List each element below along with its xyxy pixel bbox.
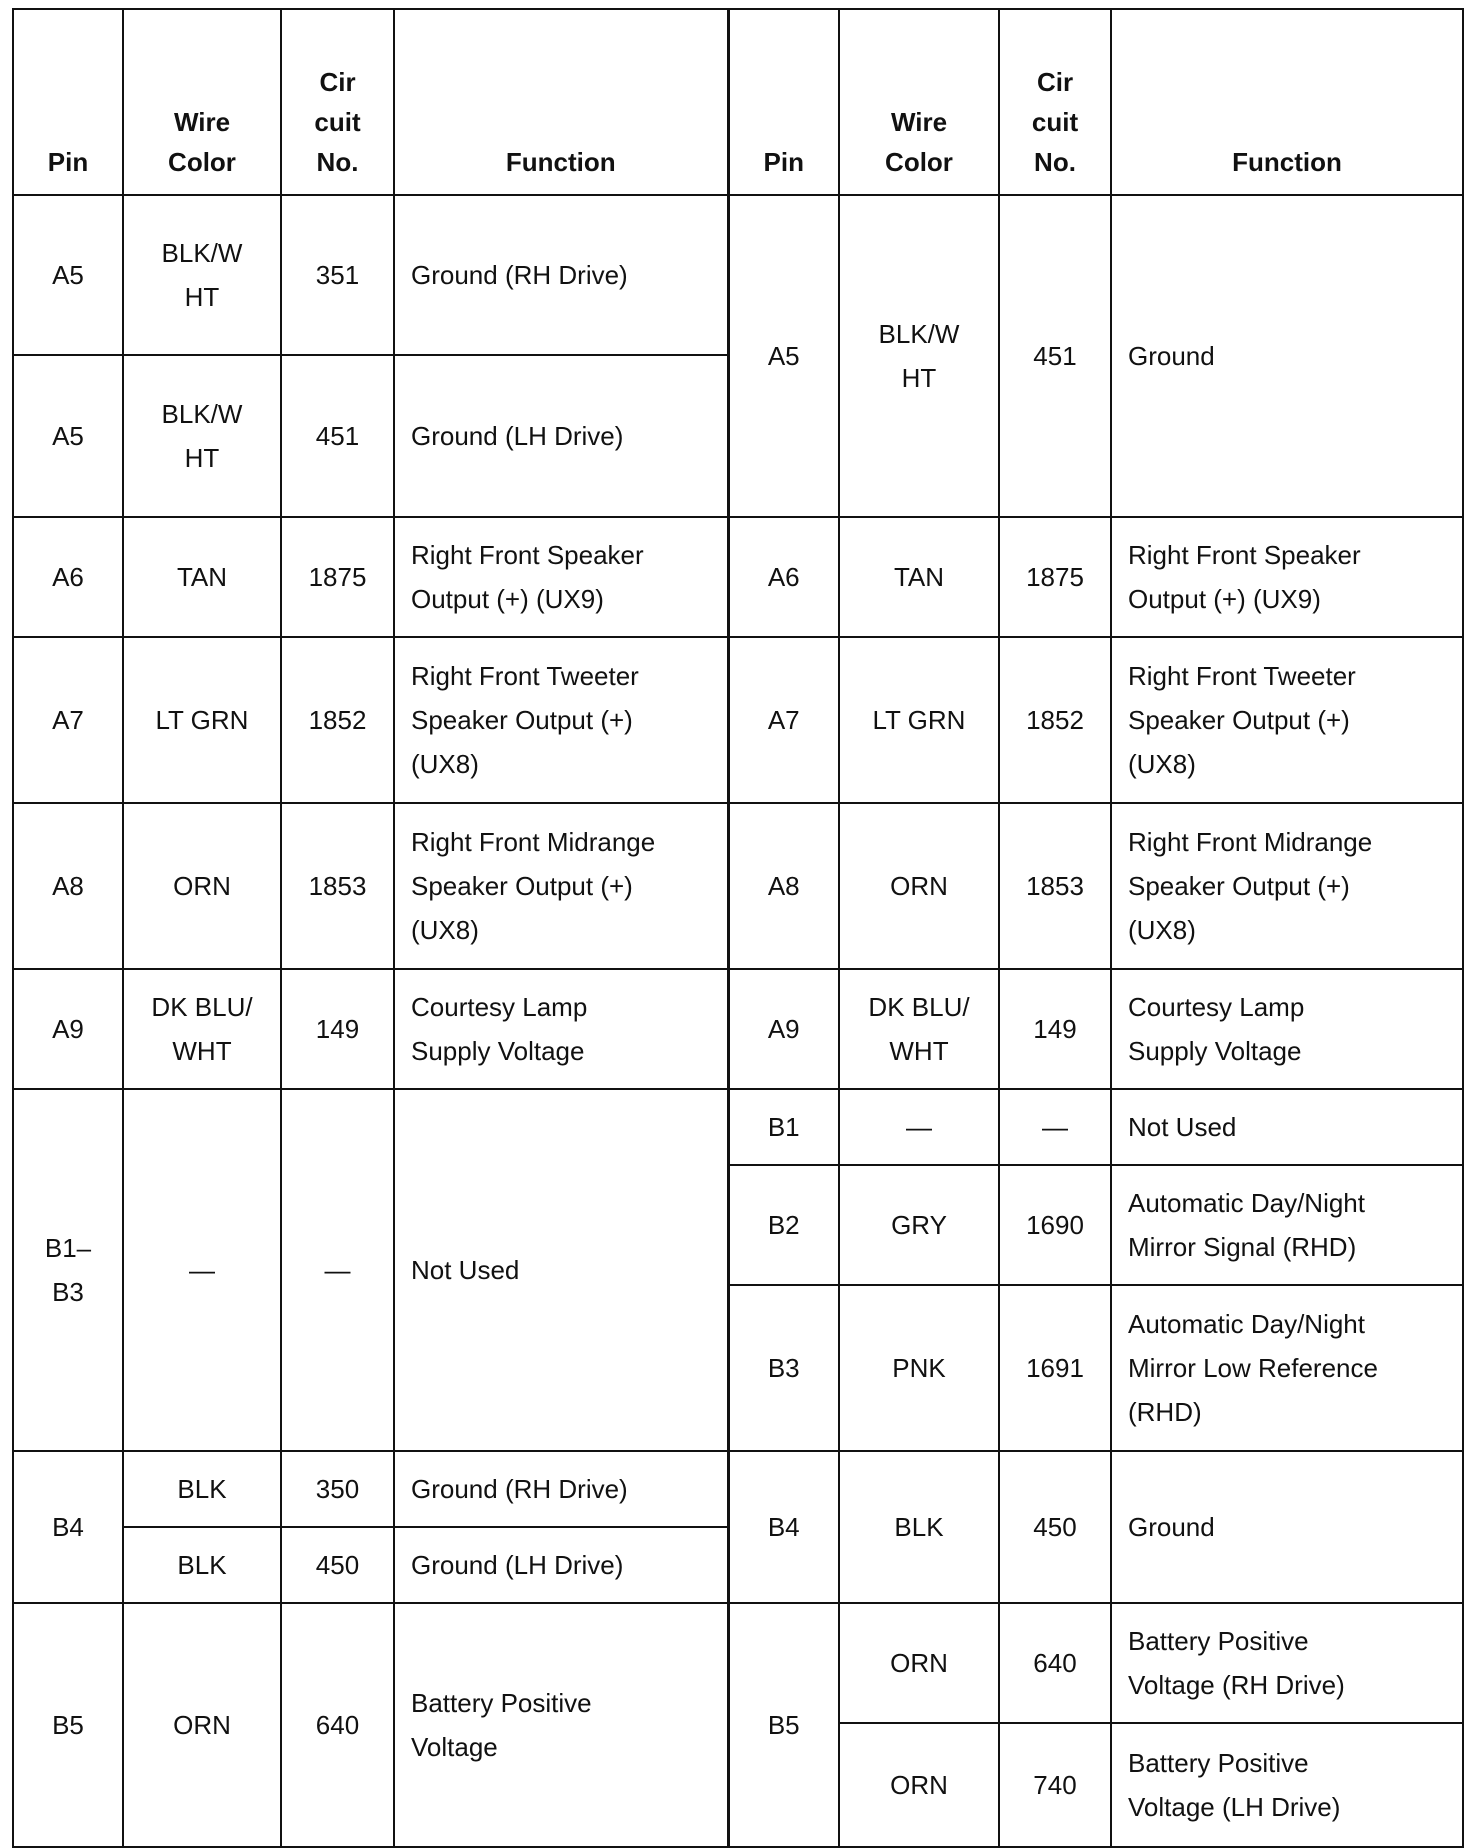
pin-cell: A5 <box>13 195 123 355</box>
pin-cell: B5 <box>13 1603 123 1847</box>
function-cell: Right Front Midrange Speaker Output (+) (UX8) <box>394 803 728 969</box>
pin-cell: B3 <box>728 1285 839 1451</box>
function-cell: Right Front Speaker Output (+) (UX9) <box>1111 517 1463 637</box>
pin-cell: A6 <box>13 517 123 637</box>
header-function: Function <box>394 9 728 195</box>
table-row <box>13 969 1463 1089</box>
wire-color-cell: BLK/W HT <box>123 355 281 517</box>
function-cell: Courtesy Lamp Supply Voltage <box>394 969 728 1089</box>
function-cell: Ground <box>1111 195 1463 517</box>
function-cell: Automatic Day/Night Mirror Low Reference (RHD) <box>1111 1285 1463 1451</box>
connector-pinout-table <box>12 8 1464 1848</box>
pin-cell: A5 <box>13 355 123 517</box>
wire-color-cell: ORN <box>839 803 999 969</box>
circuit-cell: 1875 <box>281 517 394 637</box>
function-cell: Battery Positive Voltage (RH Drive) <box>1111 1603 1463 1723</box>
circuit-cell: 1690 <box>999 1165 1111 1285</box>
circuit-cell: 1691 <box>999 1285 1111 1451</box>
wire-color-cell: ORN <box>839 1603 999 1723</box>
wire-color-cell: ORN <box>839 1723 999 1847</box>
header-function: Function <box>1111 9 1463 195</box>
circuit-cell: — <box>999 1089 1111 1165</box>
pin-cell: A5 <box>728 195 839 517</box>
header-row <box>13 9 1463 195</box>
table-row <box>13 195 1463 355</box>
function-cell: Ground (LH Drive) <box>394 355 728 517</box>
wire-color-cell: LT GRN <box>839 637 999 803</box>
function-cell: Automatic Day/Night Mirror Signal (RHD) <box>1111 1165 1463 1285</box>
pin-cell: B1– B3 <box>13 1089 123 1451</box>
header-pin: Pin <box>13 9 123 195</box>
wire-color-cell: LT GRN <box>123 637 281 803</box>
function-cell: Battery Positive Voltage <box>394 1603 728 1847</box>
circuit-cell: 740 <box>999 1723 1111 1847</box>
wire-color-cell: TAN <box>123 517 281 637</box>
function-cell: Ground (RH Drive) <box>394 195 728 355</box>
function-cell: Not Used <box>394 1089 728 1451</box>
wire-color-cell: PNK <box>839 1285 999 1451</box>
circuit-cell: 450 <box>281 1527 394 1603</box>
wire-color-cell: DK BLU/ WHT <box>839 969 999 1089</box>
header-circuit-no: Cir cuit No. <box>999 9 1111 195</box>
pin-cell: A9 <box>728 969 839 1089</box>
function-cell: Right Front Speaker Output (+) (UX9) <box>394 517 728 637</box>
header-pin: Pin <box>728 9 839 195</box>
circuit-cell: 450 <box>999 1451 1111 1603</box>
pin-cell: B4 <box>728 1451 839 1603</box>
table-row <box>13 1089 1463 1165</box>
table-row <box>13 517 1463 637</box>
function-cell: Right Front Tweeter Speaker Output (+) (UX8) <box>1111 637 1463 803</box>
wire-color-cell: — <box>123 1089 281 1451</box>
wire-color-cell: BLK/W HT <box>839 195 999 517</box>
pin-cell: B2 <box>728 1165 839 1285</box>
table-row <box>13 1451 1463 1527</box>
pin-cell: A8 <box>728 803 839 969</box>
pin-cell: A7 <box>728 637 839 803</box>
function-cell: Right Front Midrange Speaker Output (+) (UX8) <box>1111 803 1463 969</box>
function-cell: Ground (LH Drive) <box>394 1527 728 1603</box>
circuit-cell: 1875 <box>999 517 1111 637</box>
wire-color-cell: BLK/W HT <box>123 195 281 355</box>
pin-cell: A6 <box>728 517 839 637</box>
header-wire-color: Wire Color <box>123 9 281 195</box>
function-cell: Ground <box>1111 1451 1463 1603</box>
table-row <box>13 803 1463 969</box>
pin-cell: B5 <box>728 1603 839 1847</box>
circuit-cell: 351 <box>281 195 394 355</box>
circuit-cell: 1853 <box>281 803 394 969</box>
table-row <box>13 637 1463 803</box>
wire-color-cell: — <box>839 1089 999 1165</box>
circuit-cell: 451 <box>999 195 1111 517</box>
header-circuit-no: Cir cuit No. <box>281 9 394 195</box>
pin-cell: B1 <box>728 1089 839 1165</box>
circuit-cell: 149 <box>281 969 394 1089</box>
circuit-cell: 1852 <box>999 637 1111 803</box>
wire-color-cell: GRY <box>839 1165 999 1285</box>
circuit-cell: 1852 <box>281 637 394 803</box>
circuit-cell: 640 <box>999 1603 1111 1723</box>
circuit-cell: 1853 <box>999 803 1111 969</box>
function-cell: Ground (RH Drive) <box>394 1451 728 1527</box>
function-cell: Battery Positive Voltage (LH Drive) <box>1111 1723 1463 1847</box>
wire-color-cell: BLK <box>123 1451 281 1527</box>
pin-cell: A7 <box>13 637 123 803</box>
pin-cell: B4 <box>13 1451 123 1603</box>
table-row <box>13 1603 1463 1723</box>
function-cell: Courtesy Lamp Supply Voltage <box>1111 969 1463 1089</box>
wire-color-cell: BLK <box>123 1527 281 1603</box>
wire-color-cell: BLK <box>839 1451 999 1603</box>
wire-color-cell: ORN <box>123 803 281 969</box>
wire-color-cell: ORN <box>123 1603 281 1847</box>
circuit-cell: 640 <box>281 1603 394 1847</box>
function-cell: Not Used <box>1111 1089 1463 1165</box>
circuit-cell: 350 <box>281 1451 394 1527</box>
pin-cell: A9 <box>13 969 123 1089</box>
header-wire-color: Wire Color <box>839 9 999 195</box>
circuit-cell: 451 <box>281 355 394 517</box>
wire-color-cell: TAN <box>839 517 999 637</box>
function-cell: Right Front Tweeter Speaker Output (+) (UX8) <box>394 637 728 803</box>
circuit-cell: — <box>281 1089 394 1451</box>
circuit-cell: 149 <box>999 969 1111 1089</box>
wire-color-cell: DK BLU/ WHT <box>123 969 281 1089</box>
pin-cell: A8 <box>13 803 123 969</box>
